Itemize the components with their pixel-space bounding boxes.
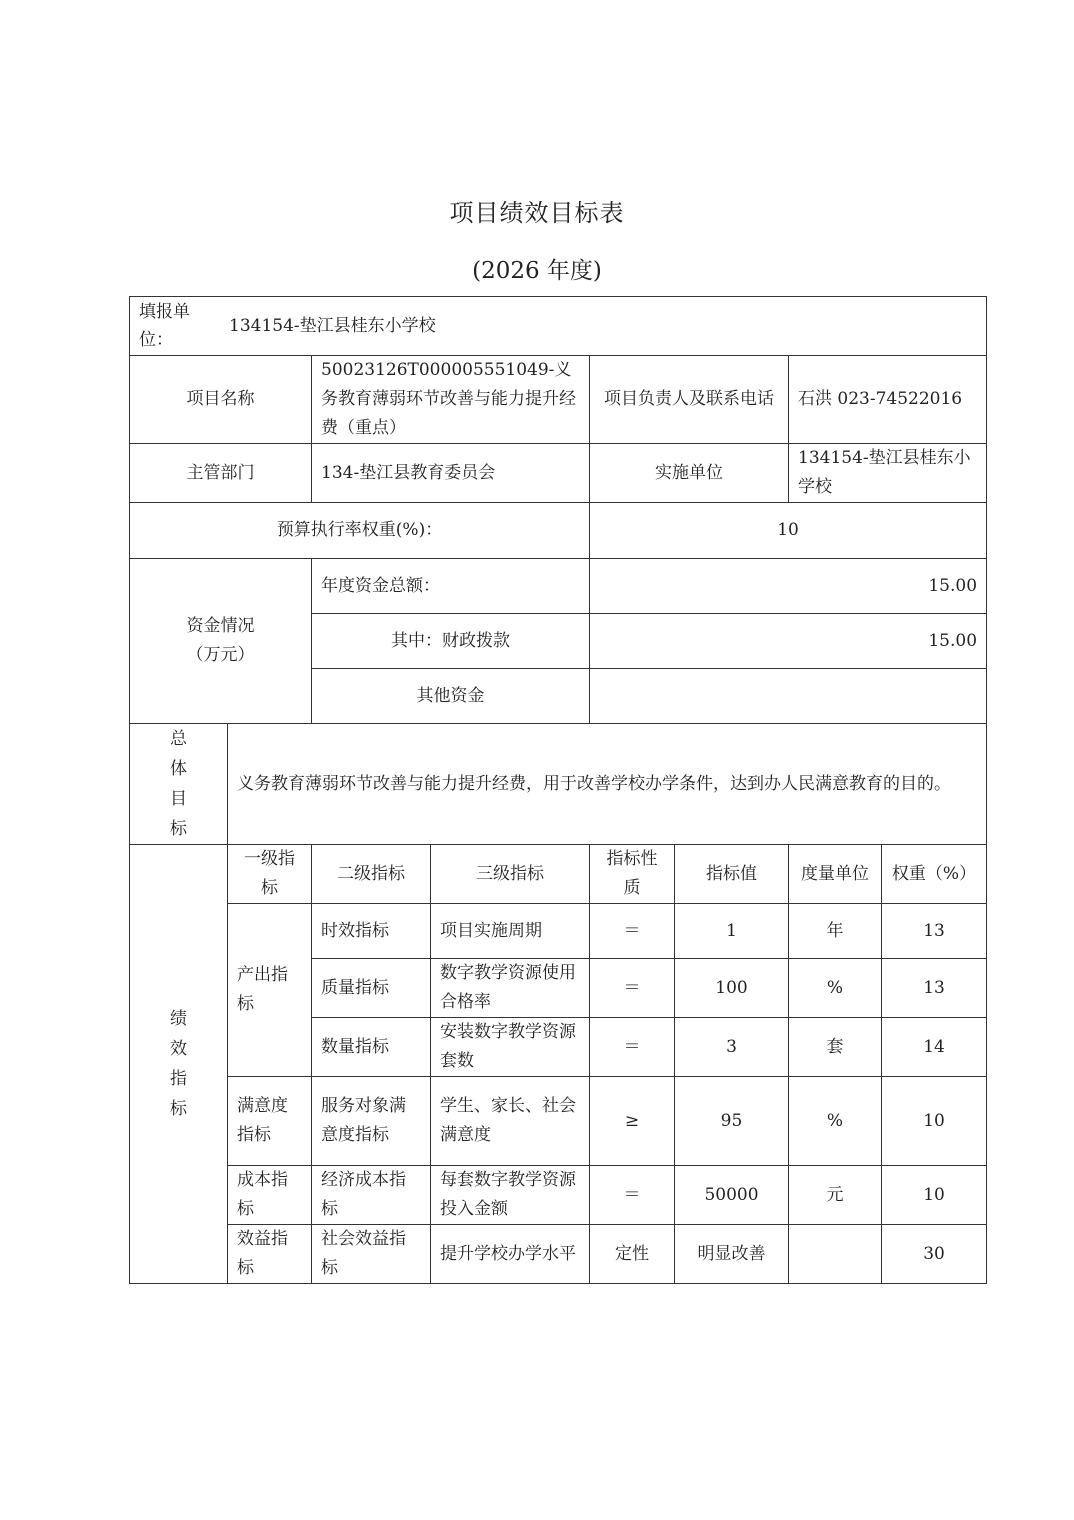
indicator-level3: 学生、家长、社会满意度 xyxy=(431,1077,590,1166)
column-header-value: 指标值 xyxy=(675,845,789,904)
reporting-unit-value: 134154-垫江县桂东小学校 xyxy=(229,315,436,336)
indicator-weight: 14 xyxy=(882,1018,987,1077)
funds-fiscal-label: 其中：财政拨款 xyxy=(312,614,590,669)
funds-total-label: 年度资金总额： xyxy=(312,559,590,614)
indicator-nature: ＝ xyxy=(590,904,675,959)
indicator-level2: 社会效益指标 xyxy=(312,1225,431,1284)
indicator-unit: % xyxy=(789,1077,882,1166)
contact-value: 石洪 023-74522016 xyxy=(789,356,987,444)
overall-goal-label-char: 总 xyxy=(170,729,187,749)
indicator-weight: 13 xyxy=(882,904,987,959)
indicator-value: 1 xyxy=(675,904,789,959)
column-header-level3: 三级指标 xyxy=(431,845,590,904)
indicator-weight: 13 xyxy=(882,959,987,1018)
funds-label-line2: （万元） xyxy=(186,645,255,665)
indicator-weight: 10 xyxy=(882,1166,987,1225)
performance-goal-table xyxy=(129,296,987,1284)
indicator-level2: 时效指标 xyxy=(312,904,431,959)
implementer-label: 实施单位 xyxy=(590,444,789,503)
indicator-nature: ＝ xyxy=(590,1018,675,1077)
indicators-label xyxy=(130,845,228,1284)
indicator-unit: 元 xyxy=(789,1166,882,1225)
indicator-row xyxy=(130,1225,987,1284)
project-name-value: 50023126T000005551049-义务教育薄弱环节改善与能力提升经费（重点） xyxy=(312,356,590,444)
indicator-level1: 满意度指标 xyxy=(228,1077,312,1166)
indicator-value: 50000 xyxy=(675,1166,789,1225)
indicator-value: 明显改善 xyxy=(675,1225,789,1284)
indicator-level1: 成本指标 xyxy=(228,1166,312,1225)
indicator-level3: 安装数字教学资源套数 xyxy=(431,1018,590,1077)
indicator-level3: 提升学校办学水平 xyxy=(431,1225,590,1284)
indicator-header-row xyxy=(130,845,987,904)
department-value: 134-垫江县教育委员会 xyxy=(312,444,590,503)
indicators-label-char: 效 xyxy=(170,1039,187,1059)
reporting-unit-row xyxy=(130,297,987,356)
indicator-nature: ＝ xyxy=(590,1166,675,1225)
indicator-nature: 定性 xyxy=(590,1225,675,1284)
indicator-unit xyxy=(789,1225,882,1284)
implementer-value: 134154-垫江县桂东小学校 xyxy=(789,444,987,503)
reporting-unit-label: 填报单位： xyxy=(139,302,190,350)
indicator-nature: ＝ xyxy=(590,959,675,1018)
budget-weight-value: 10 xyxy=(590,503,987,559)
indicators-label-char: 绩 xyxy=(170,1009,187,1029)
indicators-label-char: 指 xyxy=(170,1069,187,1089)
funds-total-value: 15.00 xyxy=(590,559,987,614)
indicator-unit: 年 xyxy=(789,904,882,959)
indicator-value: 100 xyxy=(675,959,789,1018)
funds-other-value xyxy=(590,669,987,724)
indicator-level2: 服务对象满意度指标 xyxy=(312,1077,431,1166)
funds-total-row xyxy=(130,559,987,614)
indicator-level2: 数量指标 xyxy=(312,1018,431,1077)
indicator-level1: 产出指标 xyxy=(228,904,312,1077)
funds-label-line1: 资金情况 xyxy=(186,616,255,636)
column-header-unit: 度量单位 xyxy=(789,845,882,904)
funds-fiscal-value: 15.00 xyxy=(590,614,987,669)
indicator-value: 3 xyxy=(675,1018,789,1077)
indicator-level2: 质量指标 xyxy=(312,959,431,1018)
indicator-level3: 每套数字教学资源投入金额 xyxy=(431,1166,590,1225)
indicator-row xyxy=(130,1077,987,1166)
department-label: 主管部门 xyxy=(130,444,312,503)
project-name-row xyxy=(130,356,987,444)
department-row xyxy=(130,444,987,503)
indicator-value: 95 xyxy=(675,1077,789,1166)
column-header-weight: 权重（%） xyxy=(882,845,987,904)
indicator-level1: 效益指标 xyxy=(228,1225,312,1284)
funds-other-label: 其他资金 xyxy=(312,669,590,724)
contact-label: 项目负责人及联系电话 xyxy=(590,356,789,444)
indicator-level3: 项目实施周期 xyxy=(431,904,590,959)
column-header-level2: 二级指标 xyxy=(312,845,431,904)
indicator-level3: 数字教学资源使用合格率 xyxy=(431,959,590,1018)
budget-weight-row xyxy=(130,503,987,559)
overall-goal-label-char: 体 xyxy=(170,759,187,779)
overall-goal-label-char: 标 xyxy=(170,819,187,839)
project-name-label: 项目名称 xyxy=(130,356,312,444)
indicator-unit: % xyxy=(789,959,882,1018)
indicator-unit: 套 xyxy=(789,1018,882,1077)
indicator-level2: 经济成本指标 xyxy=(312,1166,431,1225)
funds-label xyxy=(130,559,312,724)
document-subtitle: (2026 年度) xyxy=(472,258,602,284)
overall-goal-label xyxy=(130,724,228,845)
overall-goal-label-char: 目 xyxy=(170,789,187,809)
indicator-nature: ≥ xyxy=(590,1077,675,1166)
document-title: 项目绩效目标表 xyxy=(449,199,625,227)
indicator-row xyxy=(130,1166,987,1225)
overall-goal-text: 义务教育薄弱环节改善与能力提升经费，用于改善学校办学条件，达到办人民满意教育的目的。 xyxy=(228,724,987,845)
overall-goal-row xyxy=(130,724,987,845)
indicator-weight: 30 xyxy=(882,1225,987,1284)
indicators-label-char: 标 xyxy=(170,1099,187,1119)
indicator-row xyxy=(130,904,987,959)
indicator-weight: 10 xyxy=(882,1077,987,1166)
column-header-nature: 指标性质 xyxy=(590,845,675,904)
column-header-level1: 一级指标 xyxy=(228,845,312,904)
budget-weight-label: 预算执行率权重(%)： xyxy=(130,503,590,559)
